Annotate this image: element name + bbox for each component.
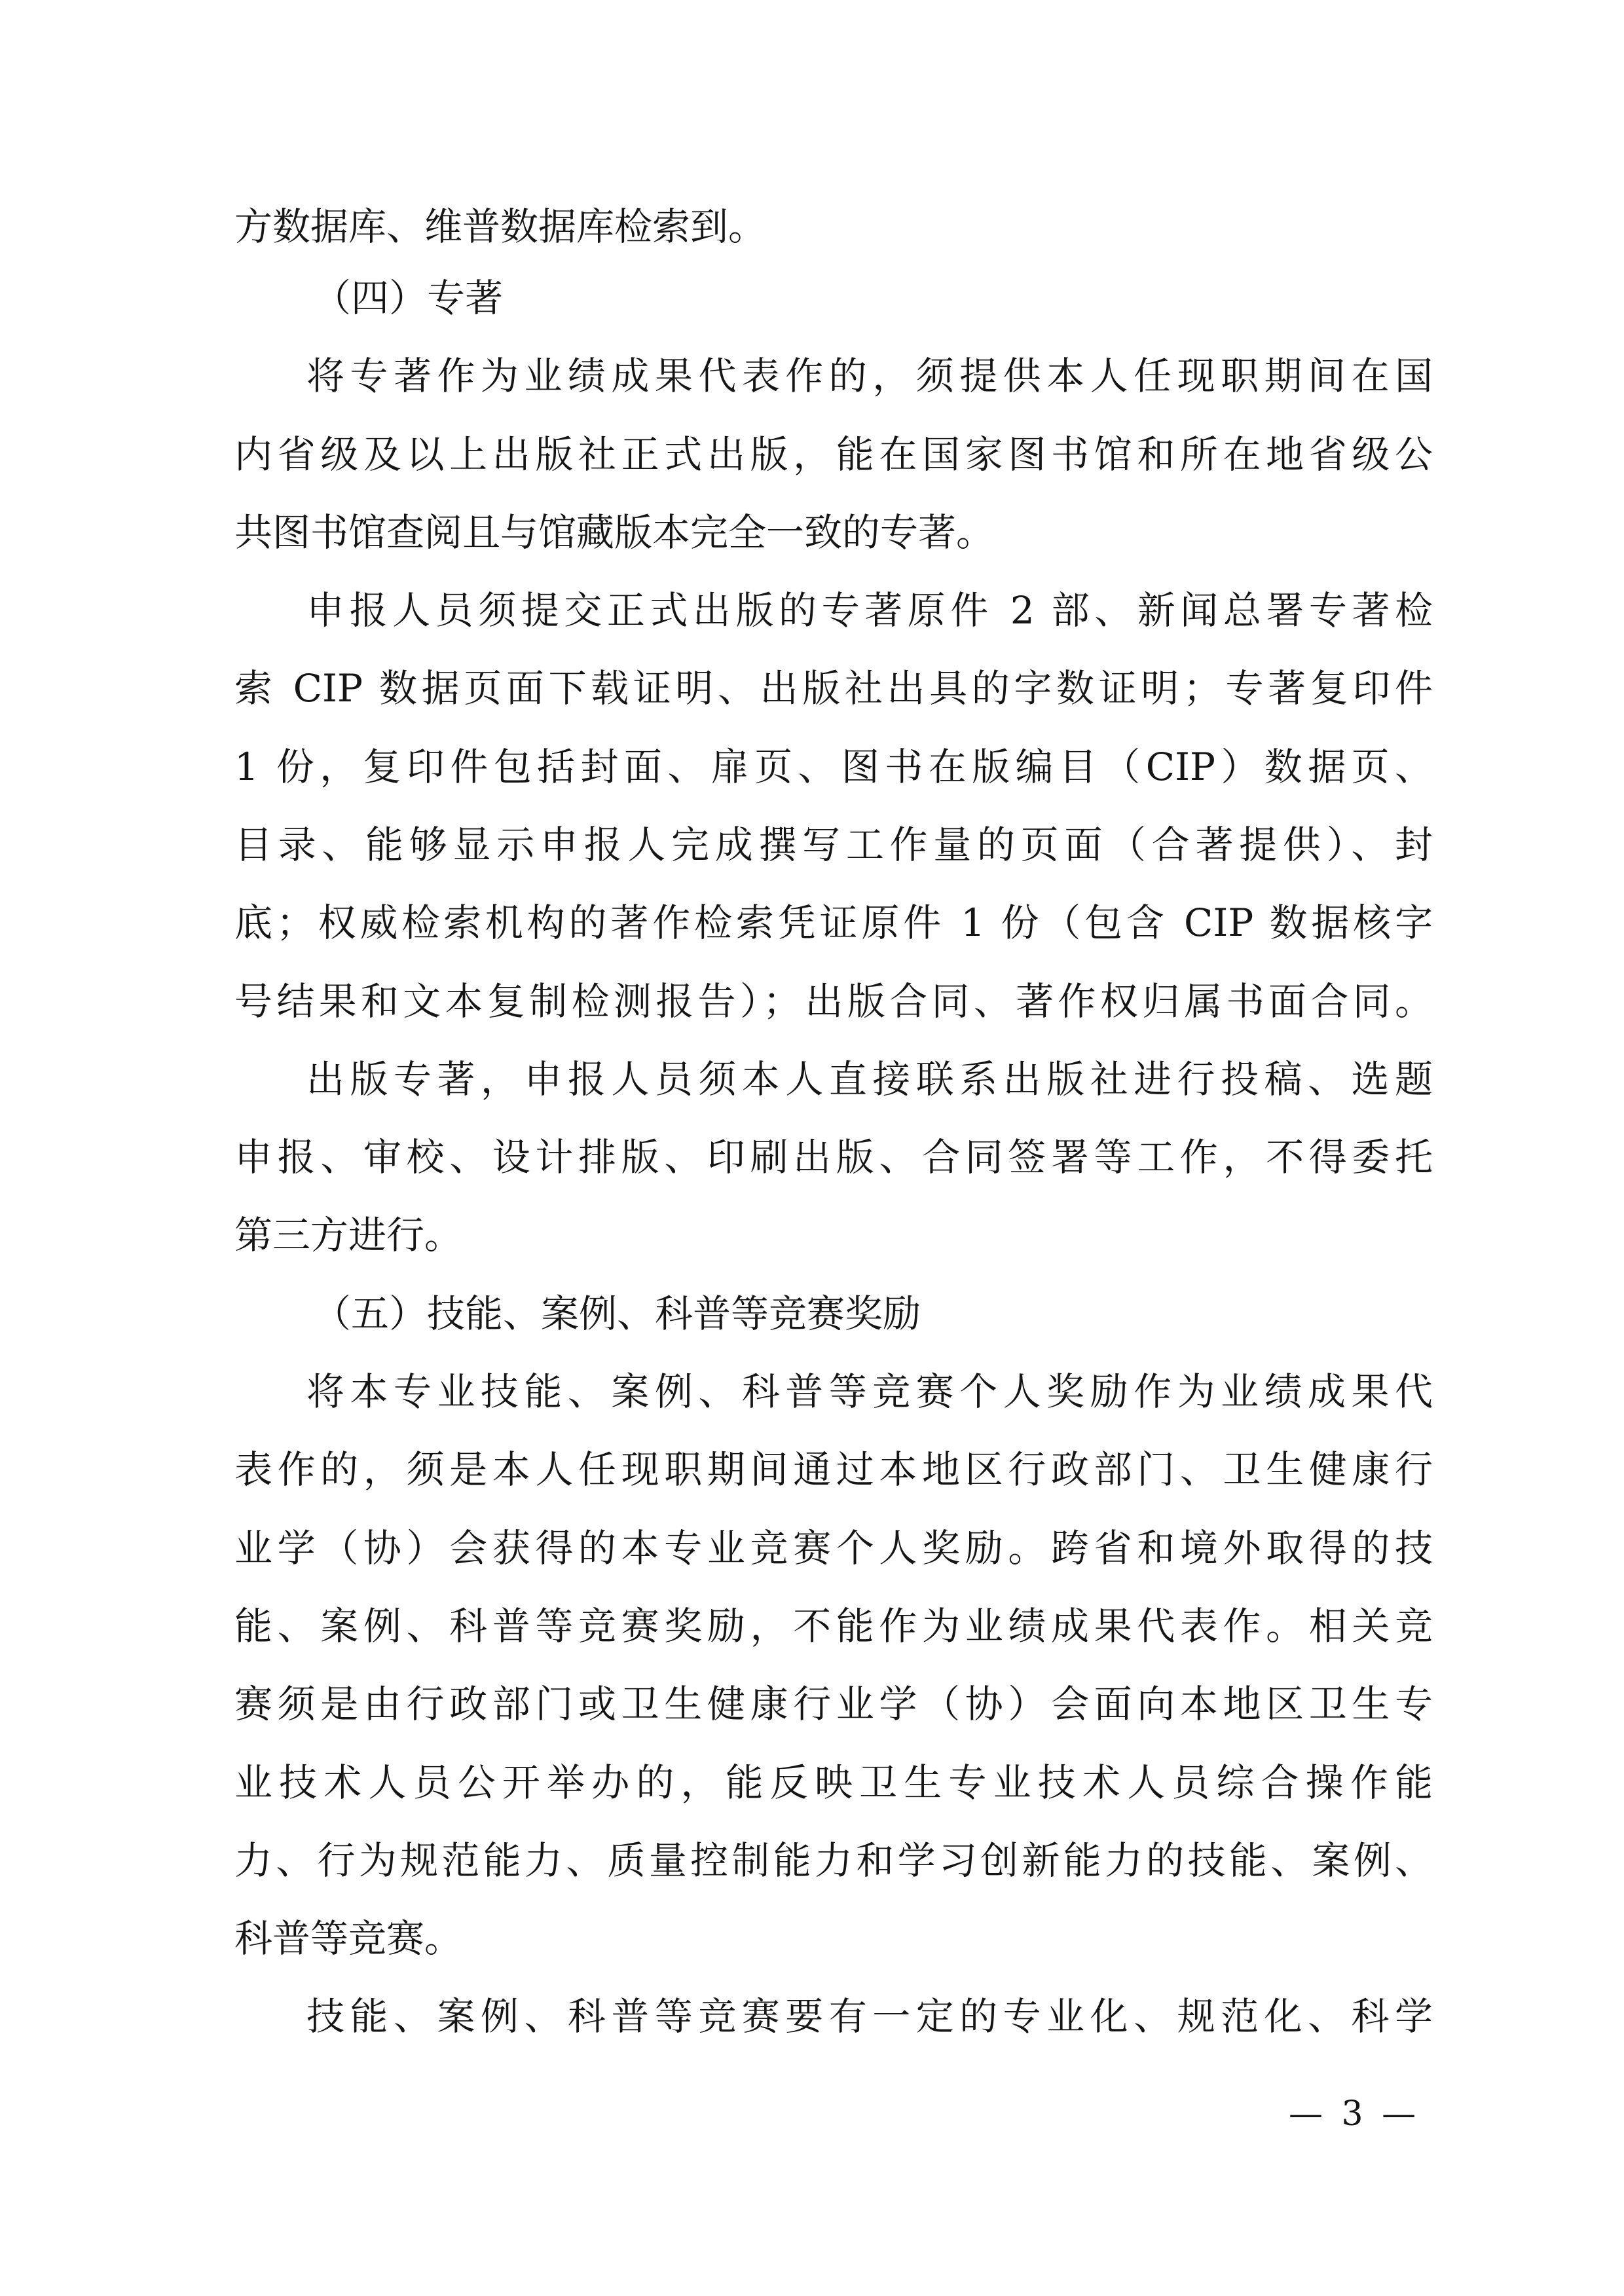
section-heading: （四）专著	[313, 276, 504, 320]
text-line: 表作的，须是本人任现职期间通过本地区行政部门、卫生健康行	[234, 1447, 1433, 1492]
section-heading: （五）技能、案例、科普等竞赛奖励	[313, 1291, 921, 1336]
text-line: 号结果和文本复制检测报告）；出版合同、著作权归属书面合同。	[234, 979, 1433, 1024]
text-line: 内省级及以上出版社正式出版，能在国家图书馆和所在地省级公	[234, 432, 1433, 477]
text-line: 业学（协）会获得的本专业竞赛个人奖励。跨省和境外取得的技	[234, 1526, 1433, 1570]
text-line: 索 CIP 数据页面下载证明、出版社出具的字数证明；专著复印件	[234, 666, 1433, 711]
text-line: 科普等竞赛。	[234, 1916, 463, 1961]
text-line: 将本专业技能、案例、科普等竞赛个人奖励作为业绩成果代	[306, 1369, 1433, 1414]
text-line: 底；权威检索机构的著作检索凭证原件 1 份（包含 CIP 数据核字	[234, 900, 1433, 945]
text-line: 申报人员须提交正式出版的专著原件 2 部、新闻总署专著检	[306, 588, 1433, 633]
text-line: 赛须是由行政部门或卫生健康行业学（协）会面向本地区卫生专	[234, 1682, 1433, 1726]
text-line: 业技术人员公开举办的，能反映卫生专业技术人员综合操作能	[234, 1760, 1433, 1805]
text-line: 能、案例、科普等竞赛奖励，不能作为业绩成果代表作。相关竞	[234, 1604, 1433, 1648]
text-line: 1 份，复印件包括封面、扉页、图书在版编目（CIP）数据页、	[234, 745, 1433, 789]
text-line: 共图书馆查阅且与馆藏版本完全一致的专著。	[234, 510, 995, 555]
text-line: 第三方进行。	[234, 1213, 463, 1257]
text-line: 将专著作为业绩成果代表作的，须提供本人任现职期间在国	[306, 354, 1433, 398]
text-line: 出版专著，申报人员须本人直接联系出版社进行投稿、选题	[306, 1057, 1433, 1102]
text-line: 方数据库、维普数据库检索到。	[234, 204, 767, 249]
text-line: 力、行为规范能力、质量控制能力和学习创新能力的技能、案例、	[234, 1838, 1433, 1883]
text-line: 申报、审校、设计排版、印刷出版、合同签署等工作，不得委托	[234, 1135, 1433, 1179]
text-line: 目录、能够显示申报人完成撰写工作量的页面（合著提供）、封	[234, 823, 1433, 867]
page-number: — 3 —	[1289, 2094, 1420, 2134]
text-line: 技能、案例、科普等竞赛要有一定的专业化、规范化、科学	[306, 1994, 1433, 2039]
